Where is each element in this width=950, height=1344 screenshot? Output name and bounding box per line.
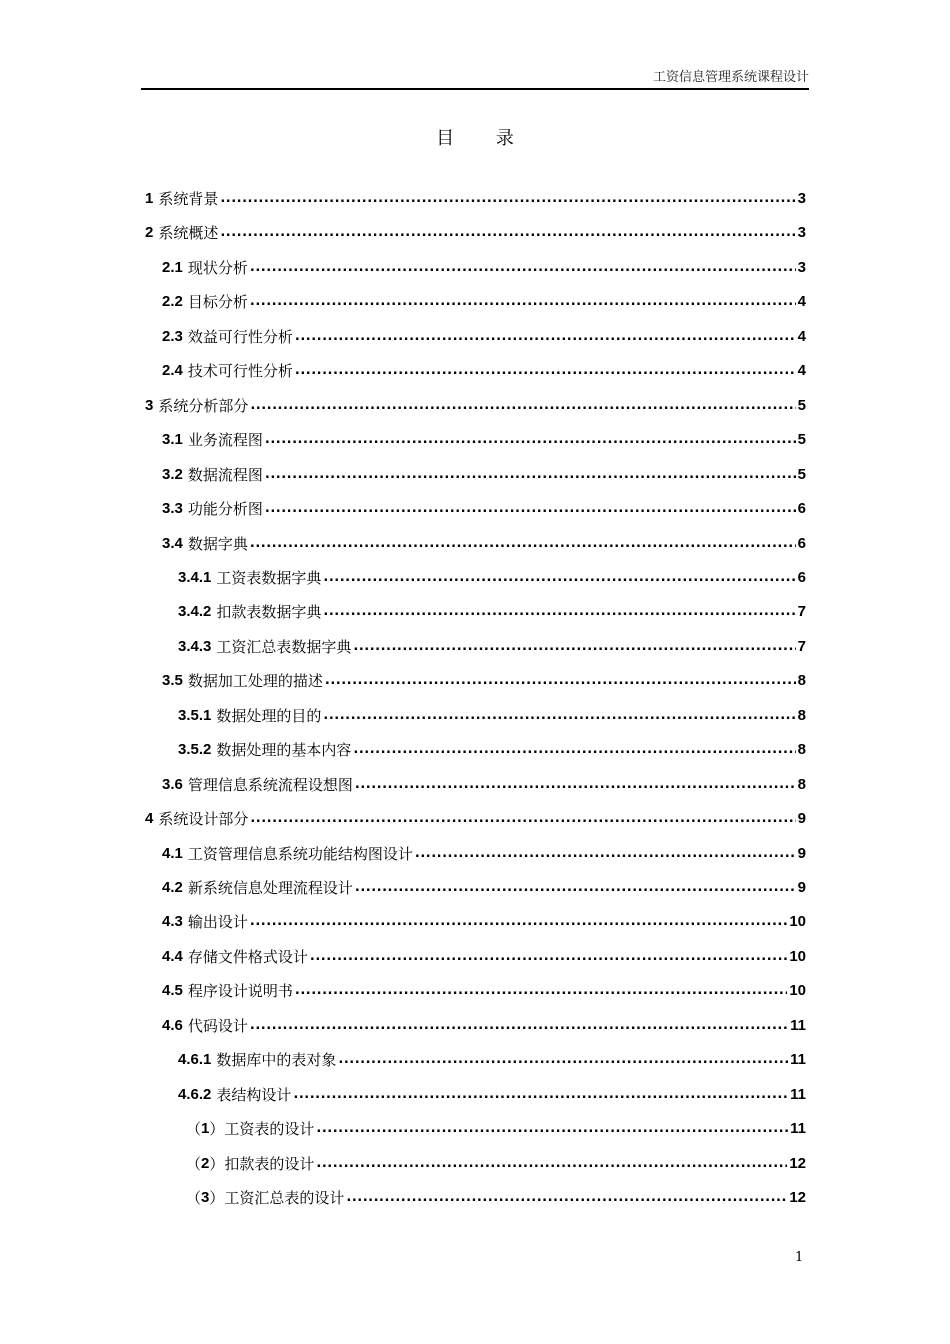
toc-number: 1 xyxy=(145,190,154,207)
toc-page-number: 6 xyxy=(797,568,806,586)
toc-dot-leader xyxy=(220,188,795,210)
toc-page-number: 10 xyxy=(789,913,806,931)
toc-entry[interactable] xyxy=(162,877,806,899)
toc-entry[interactable] xyxy=(145,222,806,244)
toc-dot-leader xyxy=(323,567,795,589)
toc-label: 系统概述 xyxy=(158,224,219,243)
toc-entry[interactable] xyxy=(178,739,806,761)
toc-label: 业务流程图 xyxy=(187,431,263,450)
toc-dot-leader xyxy=(338,1049,788,1071)
toc-page-number: 8 xyxy=(797,672,806,690)
toc-number: 3.2 xyxy=(162,465,183,483)
toc-entry[interactable] xyxy=(162,1015,806,1037)
toc-label: 数据处理的目的 xyxy=(216,706,322,725)
toc-entry[interactable] xyxy=(178,705,806,727)
toc-paren-close: ） xyxy=(209,1120,225,1139)
toc-label: 系统背景 xyxy=(158,190,219,208)
toc-label: 目标分析 xyxy=(187,293,248,312)
toc-page-number: 4 xyxy=(797,293,806,311)
toc-label: 数据处理的基本内容 xyxy=(216,741,352,760)
toc-entry[interactable] xyxy=(162,843,806,865)
toc-entry[interactable] xyxy=(162,498,806,520)
toc-entry[interactable] xyxy=(145,808,806,830)
toc-page-number: 7 xyxy=(797,603,806,621)
toc-label: 扣款表数据字典 xyxy=(216,603,322,622)
toc-number: 2 xyxy=(201,1154,210,1172)
toc-number: 3.4 xyxy=(162,534,183,552)
toc-page-number: 5 xyxy=(797,396,806,414)
toc-dot-leader xyxy=(293,1084,788,1106)
toc-label: 程序设计说明书 xyxy=(187,982,293,1001)
toc-number: 2 xyxy=(145,224,154,242)
toc-paren-open: （ xyxy=(186,1189,202,1208)
toc-number: 4.5 xyxy=(162,982,183,1000)
toc-label: 工资表数据字典 xyxy=(216,568,322,587)
toc-number: 2.4 xyxy=(162,362,183,380)
toc-dot-leader xyxy=(295,326,796,348)
toc-dot-leader xyxy=(265,498,796,520)
toc-paren-open: （ xyxy=(186,1120,202,1139)
toc-label: 系统设计部分 xyxy=(158,810,249,829)
toc-dot-leader xyxy=(250,395,795,417)
toc-dot-leader xyxy=(265,429,796,451)
toc-number: 4.6 xyxy=(162,1016,183,1034)
toc-dot-leader xyxy=(310,946,787,968)
page-title: 目 录 xyxy=(436,128,532,149)
toc-label: 工资管理信息系统功能结构图设计 xyxy=(187,844,413,863)
toc-number: 2.3 xyxy=(162,327,183,345)
toc-label: 输出设计 xyxy=(187,913,248,932)
toc-number: 3.1 xyxy=(162,431,183,449)
toc-dot-leader xyxy=(316,1153,787,1175)
toc-page-number: 11 xyxy=(790,1051,806,1069)
toc-page-number: 8 xyxy=(797,741,806,759)
toc-page-number: 5 xyxy=(797,465,806,483)
toc-page-number: 4 xyxy=(797,327,806,345)
toc-entry[interactable] xyxy=(162,257,806,279)
toc-dot-leader xyxy=(250,291,796,313)
toc-label: 数据字典 xyxy=(187,534,248,553)
toc-number: 4.6.2 xyxy=(178,1085,212,1103)
toc-number: 3.5.1 xyxy=(178,706,212,724)
toc-page-number: 11 xyxy=(790,1016,806,1034)
toc-page-number: 11 xyxy=(790,1085,806,1103)
toc-entry[interactable] xyxy=(162,911,806,933)
toc-number: 3 xyxy=(201,1189,210,1207)
toc-entry[interactable] xyxy=(178,601,806,623)
toc-dot-leader xyxy=(415,843,796,865)
toc-number: 4.6.1 xyxy=(178,1051,212,1069)
toc-dot-leader xyxy=(220,222,795,244)
toc-entry[interactable] xyxy=(162,464,806,486)
toc-entry[interactable] xyxy=(186,1187,806,1209)
toc-number: 2.1 xyxy=(162,258,183,276)
toc-label: 工资表的设计 xyxy=(224,1120,315,1139)
toc-dot-leader xyxy=(355,877,796,899)
toc-number: 4 xyxy=(145,810,154,828)
toc-page-number: 3 xyxy=(797,258,806,276)
toc-dot-leader xyxy=(323,705,795,727)
page-header xyxy=(141,70,809,90)
toc-entry[interactable] xyxy=(162,429,806,451)
toc-page-number: 5 xyxy=(797,431,806,449)
toc-label: 工资汇总表的设计 xyxy=(224,1189,345,1208)
toc-page-number: 6 xyxy=(797,534,806,552)
toc-number: 4.3 xyxy=(162,913,183,931)
toc-number: 4.4 xyxy=(162,947,183,965)
toc-number: 4.1 xyxy=(162,844,183,862)
toc-label: 表结构设计 xyxy=(216,1085,292,1104)
toc-page-number: 3 xyxy=(797,224,806,242)
toc-page-number: 9 xyxy=(797,879,806,896)
toc-label: 功能分析图 xyxy=(187,500,263,519)
toc-page-number: 11 xyxy=(790,1120,806,1138)
toc-page-number: 6 xyxy=(797,500,806,518)
toc-paren-close: ） xyxy=(209,1154,225,1173)
toc-dot-leader xyxy=(250,1015,788,1037)
toc-label: 新系统信息处理流程设计 xyxy=(187,879,353,897)
toc-number: 3.5 xyxy=(162,672,183,690)
toc-page-number: 3 xyxy=(797,190,806,207)
header-title: 工资信息管理系统课程设计 xyxy=(652,70,809,85)
toc-dot-leader xyxy=(265,464,796,486)
toc-entry[interactable] xyxy=(178,1049,806,1071)
toc-dot-leader xyxy=(353,636,795,658)
toc-dot-leader xyxy=(323,601,795,623)
toc-number: 3.4.1 xyxy=(178,568,212,586)
toc-dot-leader xyxy=(355,774,796,796)
toc-label: 数据库中的表对象 xyxy=(216,1051,337,1070)
toc-number: 2.2 xyxy=(162,293,183,311)
toc-page-number: 7 xyxy=(797,637,806,655)
toc-entry[interactable] xyxy=(162,980,806,1002)
toc-dot-leader xyxy=(250,808,795,830)
toc-page-number: 12 xyxy=(789,1189,806,1207)
toc-entry[interactable] xyxy=(178,636,806,658)
toc-page-number: 10 xyxy=(789,982,806,1000)
toc-paren-open: （ xyxy=(186,1154,202,1173)
toc-page-number: 8 xyxy=(797,775,806,793)
toc-label: 数据加工处理的描述 xyxy=(187,672,323,691)
toc-entry[interactable] xyxy=(162,946,806,968)
toc-number: 1 xyxy=(201,1120,210,1138)
toc-page-number: 4 xyxy=(797,362,806,380)
toc-entry[interactable] xyxy=(162,533,806,555)
page-number: 1 xyxy=(795,1250,804,1265)
toc-dot-leader xyxy=(316,1118,788,1140)
toc-entry[interactable] xyxy=(162,326,806,348)
toc-number: 3.4.2 xyxy=(178,603,212,621)
toc-page-number: 9 xyxy=(797,810,806,828)
toc-label: 工资汇总表数据字典 xyxy=(216,637,352,656)
toc-number: 3.4.3 xyxy=(178,637,212,655)
toc-entry[interactable] xyxy=(178,567,806,589)
toc-entry[interactable] xyxy=(145,188,806,210)
toc-label: 存储文件格式设计 xyxy=(187,947,308,966)
toc-dot-leader xyxy=(250,533,796,555)
toc-label: 效益可行性分析 xyxy=(187,327,293,346)
toc-dot-leader xyxy=(295,980,787,1002)
toc-label: 数据流程图 xyxy=(187,465,263,484)
toc-page-number: 9 xyxy=(797,844,806,862)
toc-dot-leader xyxy=(295,360,796,382)
toc-label: 技术可行性分析 xyxy=(187,362,293,381)
toc-dot-leader xyxy=(250,257,796,279)
toc-number: 3.5.2 xyxy=(178,741,212,759)
toc-page-number: 10 xyxy=(789,947,806,965)
toc-label: 管理信息系统流程设想图 xyxy=(187,775,353,794)
toc-entry[interactable] xyxy=(162,360,806,382)
toc-label: 代码设计 xyxy=(187,1016,248,1035)
toc-entry[interactable] xyxy=(186,1118,806,1140)
toc-entry[interactable] xyxy=(162,774,806,796)
toc-entry[interactable] xyxy=(178,1084,806,1106)
toc-entry[interactable] xyxy=(162,670,806,692)
toc-number: 4.2 xyxy=(162,879,183,896)
toc-page-number: 12 xyxy=(789,1154,806,1172)
toc-number: 3.6 xyxy=(162,775,183,793)
toc-number: 3 xyxy=(145,396,154,414)
toc-entry[interactable] xyxy=(162,291,806,313)
toc-dot-leader xyxy=(250,911,787,933)
toc-dot-leader xyxy=(353,739,795,761)
toc-paren-close: ） xyxy=(209,1189,225,1208)
toc-number: 3.3 xyxy=(162,500,183,518)
toc-entry[interactable] xyxy=(145,395,806,417)
toc-page-number: 8 xyxy=(797,706,806,724)
toc-dot-leader xyxy=(325,670,796,692)
toc-label: 系统分析部分 xyxy=(158,396,249,415)
toc-label: 现状分析 xyxy=(187,258,248,277)
toc-label: 扣款表的设计 xyxy=(224,1154,315,1173)
toc-entry[interactable] xyxy=(186,1153,806,1175)
toc-dot-leader xyxy=(346,1187,787,1209)
